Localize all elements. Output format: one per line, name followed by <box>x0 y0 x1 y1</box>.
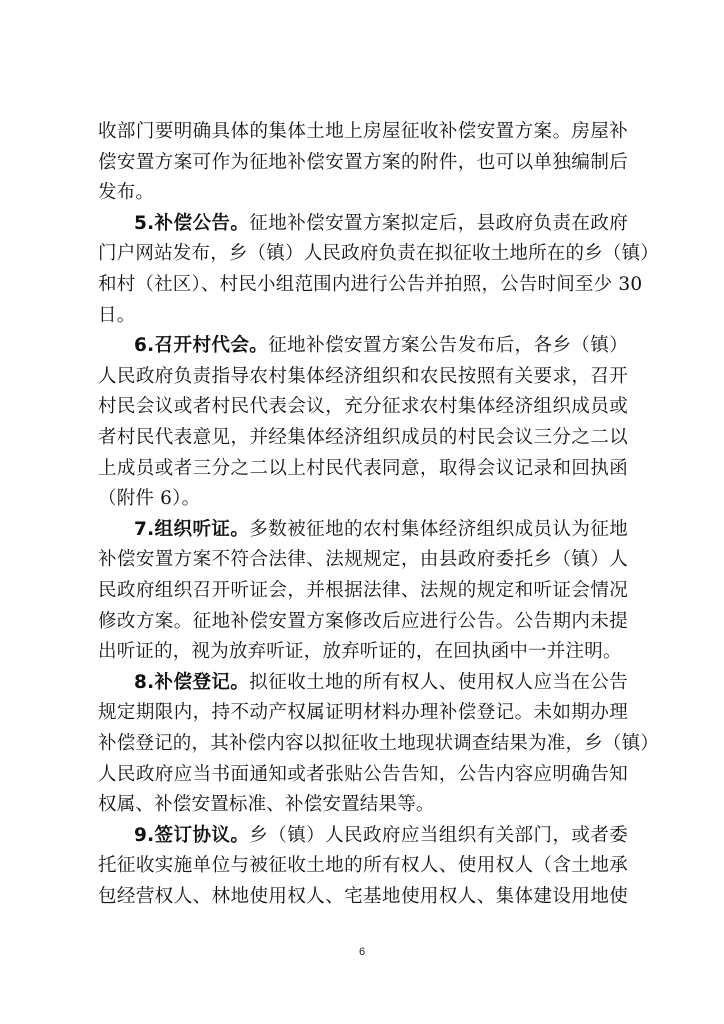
paragraph-line: 权属、补偿安置标准、补偿安置结果等。 <box>98 794 435 816</box>
section-heading: 6.召开村代会。 <box>134 335 269 357</box>
paragraph-line: 补偿安置方案不符合法律、法规规定，由县政府委托乡（镇）人 <box>98 549 628 571</box>
paragraph-line: 偿安置方案可作为征地补偿安置方案的附件，也可以单独编制后 <box>98 151 628 173</box>
paragraph-line: （附件 6）。 <box>98 488 201 510</box>
paragraph-line: 修改方案。征地补偿安置方案修改后应进行公告。公告期内未提 <box>98 610 628 632</box>
paragraph-line: 发布。 <box>98 182 155 204</box>
section-heading: 5.补偿公告。 <box>134 212 250 234</box>
paragraph-line: 规定期限内，持不动产权属证明材料办理补偿登记。未如期办理 <box>98 702 628 724</box>
paragraph-first-line <box>134 821 628 852</box>
paragraph-line: 者村民代表意见，并经集体经济组织成员的村民会议三分之二以 <box>98 427 628 448</box>
paragraph-first-line <box>134 209 628 240</box>
paragraph-line: 和村（社区）、村民小组范围内进行公告并拍照，公告时间至少 30 <box>98 274 643 295</box>
section-heading: 9.签订协议。 <box>134 824 250 846</box>
paragraph-line: 收部门要明确具体的集体土地上房屋征收补偿安置方案。房屋补 <box>98 121 628 142</box>
paragraph-line: 包经营权人、林地使用权人、宅基地使用权人、集体建设用地使 <box>98 886 628 907</box>
paragraph-text: 乡（镇）人民政府应当组织有关部门，或者委 <box>249 824 628 846</box>
paragraph-first-line <box>134 668 628 699</box>
paragraph-first-line <box>134 515 628 546</box>
paragraph-text: 拟征收土地的所有权人、使用权人应当在公告 <box>249 671 628 693</box>
paragraph-line: 村民会议或者村民代表会议，充分征求农村集体经济组织成员或 <box>98 396 628 418</box>
paragraph-line: 民政府组织召开听证会，并根据法律、法规的规定和听证会情况 <box>98 580 628 601</box>
paragraph-line: 补偿登记的，其补偿内容以拟征收土地现状调查结果为准，乡（镇） <box>98 733 660 754</box>
section-heading: 7.组织听证。 <box>134 518 250 540</box>
paragraph-line: 门户网站发布，乡（镇）人民政府负责在拟征收土地所在的乡（镇） <box>98 243 660 265</box>
paragraph-line: 人民政府应当书面通知或者张贴公告告知，公告内容应明确告知 <box>98 763 628 785</box>
paragraph-text: 征地补偿安置方案公告发布后，各乡（镇） <box>268 335 628 357</box>
page-number: 6 <box>358 946 366 958</box>
paragraph-line: 人民政府负责指导农村集体经济组织和农民按照有关要求，召开 <box>98 365 628 387</box>
paragraph-line: 上成员或者三分之二以上村民代表同意，取得会议记录和回执函 <box>98 457 628 479</box>
paragraph-line: 日。 <box>98 304 136 326</box>
paragraph-text: 多数被征地的农村集体经济组织成员认为征地 <box>249 518 628 540</box>
paragraph-line: 出听证的，视为放弃听证，放弃听证的，在回执函中一并注明。 <box>98 641 622 663</box>
paragraph-line: 托征收实施单位与被征收土地的所有权人、使用权人（含土地承 <box>98 855 628 877</box>
paragraph-text: 征地补偿安置方案拟定后，县政府负责在政府 <box>249 212 628 234</box>
section-heading: 8.补偿登记。 <box>134 671 250 693</box>
paragraph-first-line <box>134 331 628 362</box>
